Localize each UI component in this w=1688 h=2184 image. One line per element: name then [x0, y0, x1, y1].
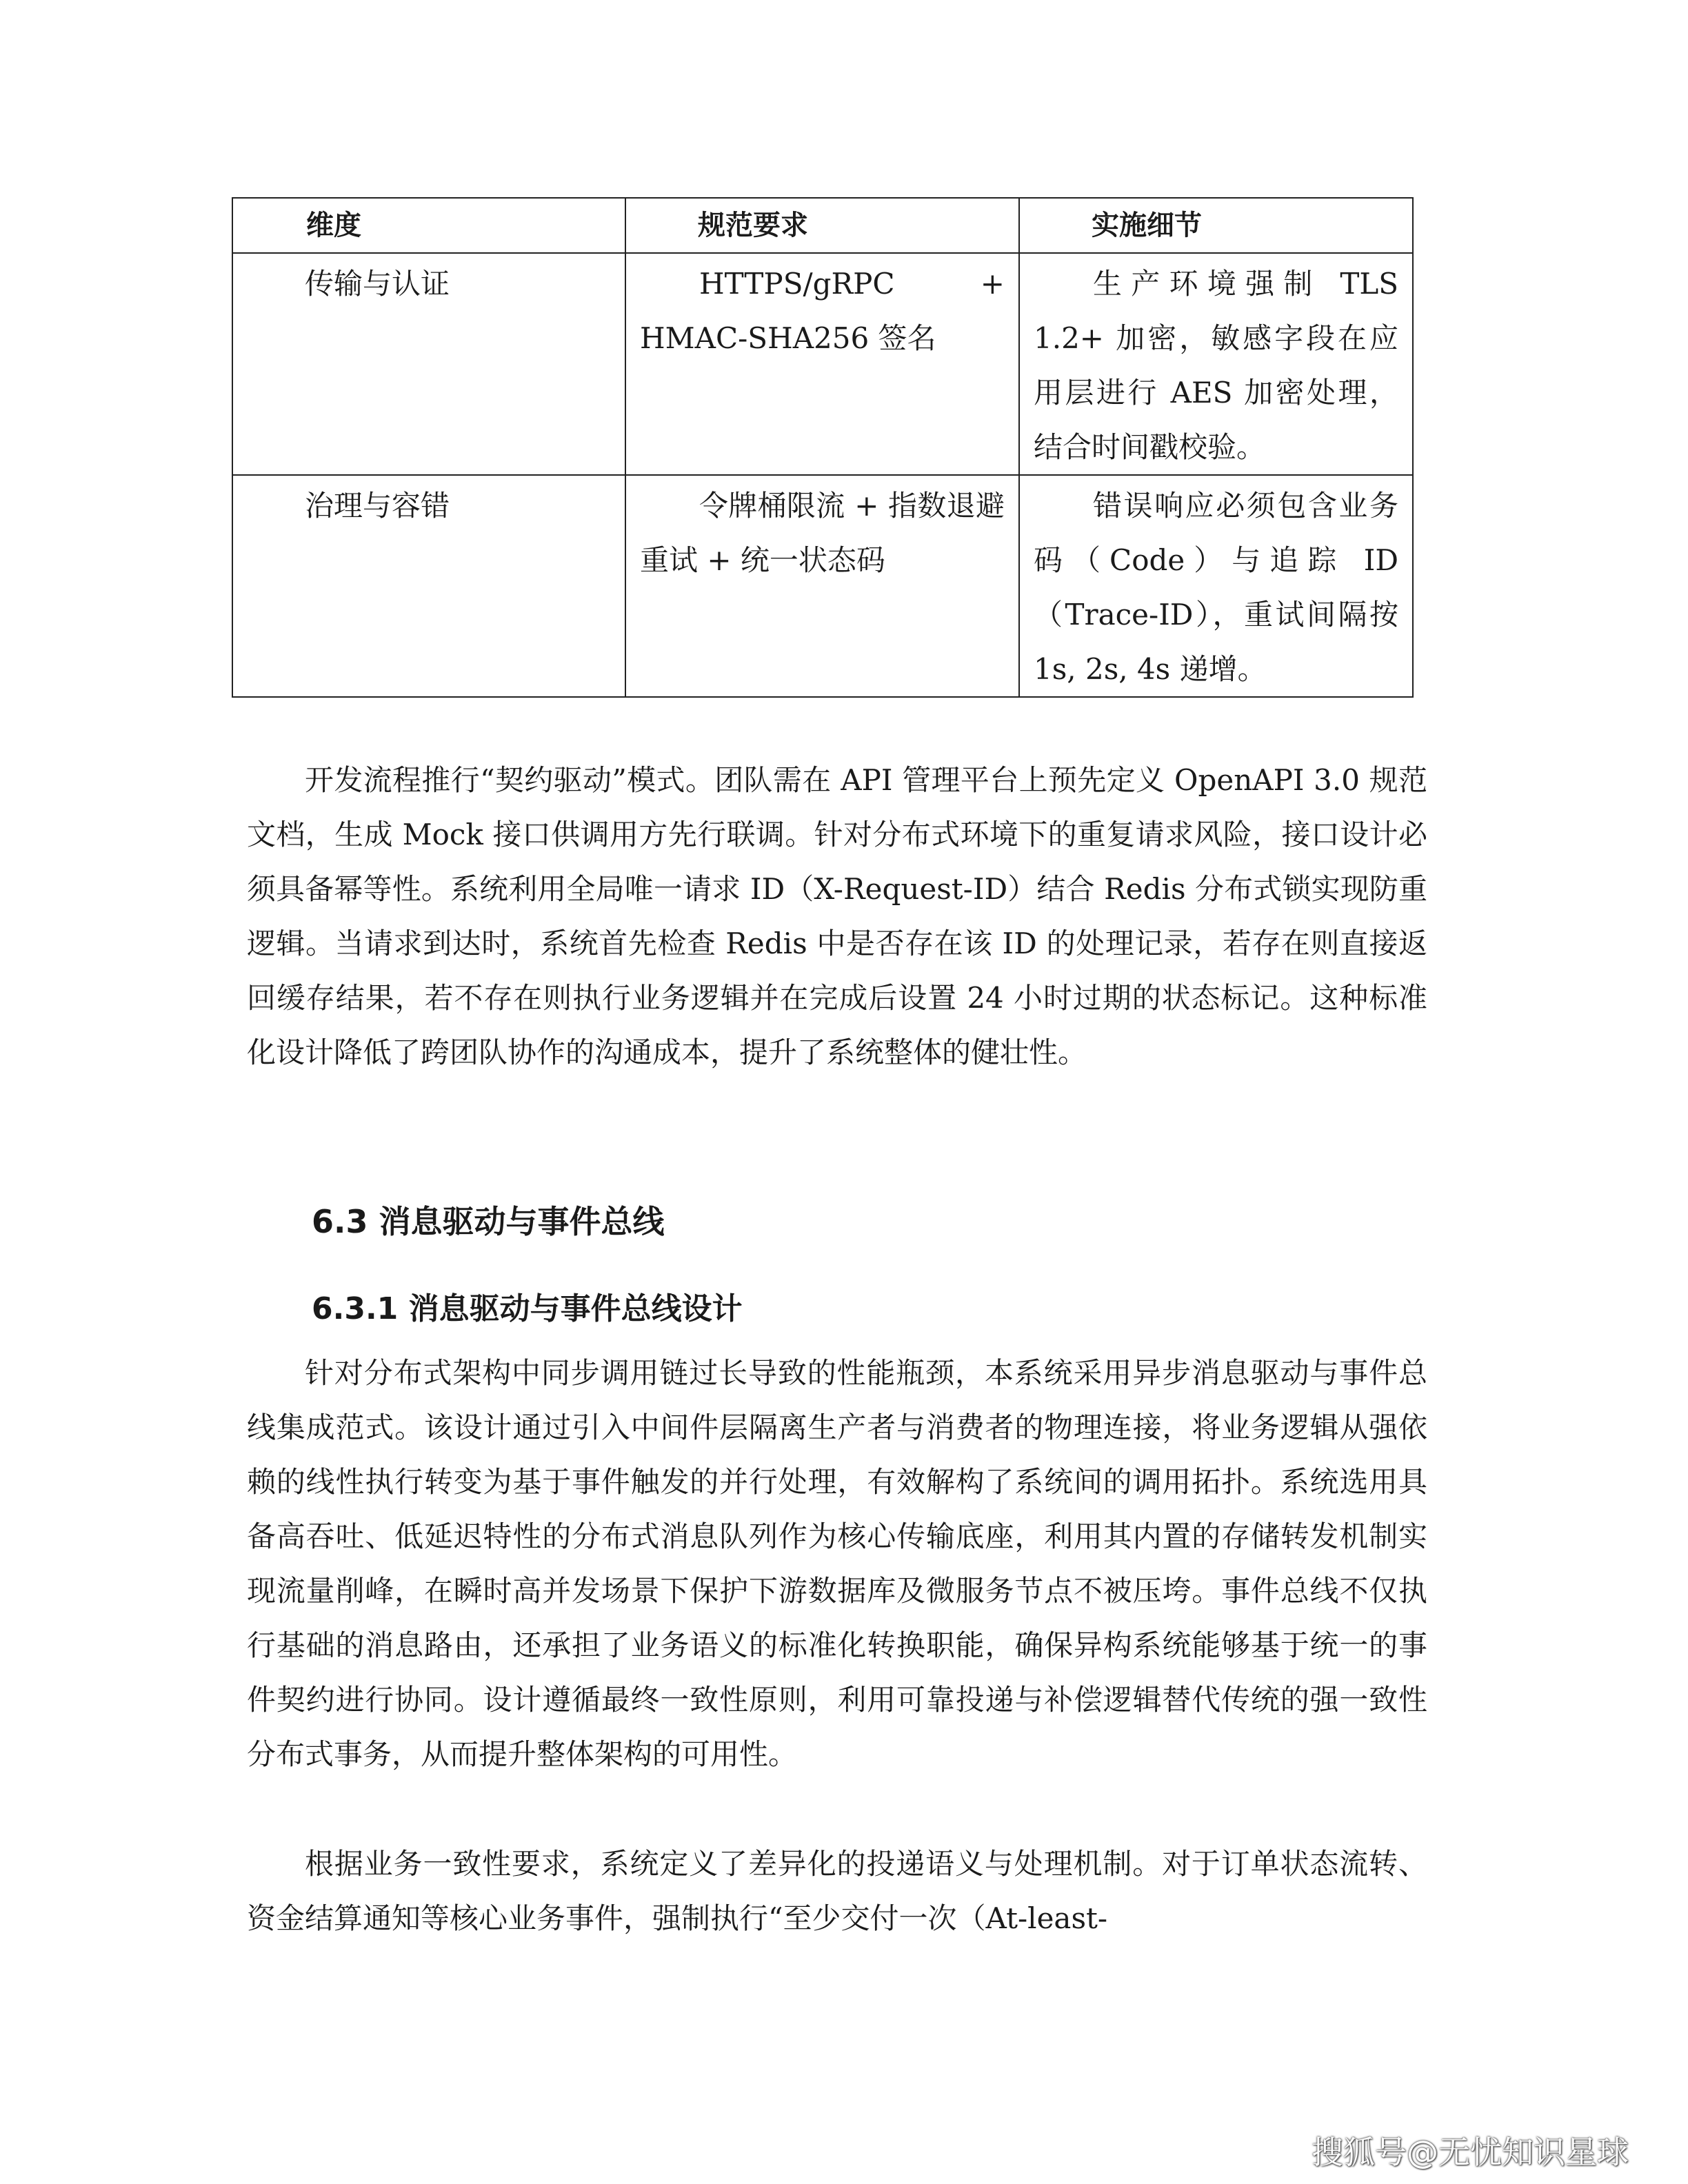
cell-requirement-text: HTTPS/gRPC + HMAC-SHA256 签名 [640, 267, 1005, 355]
header-requirement: 规范要求 [625, 198, 1019, 253]
cell-requirement [625, 253, 1019, 475]
cell-detail-text: 生产环境强制 TLS 1.2+ 加密，敏感字段在应用层进行 AES 加密处理，结合时间戳校验。 [1034, 267, 1398, 464]
table-header-row [232, 198, 1413, 253]
cell-dimension: 传输与认证 [232, 253, 625, 475]
paragraph-event-bus: 针对分布式架构中同步调用链过长导致的性能瓶颈，本系统采用异步消息驱动与事件总线集成范式。该设计通过引入中间件层隔离生产者与消费者的物理连接，将业务逻辑从强依赖的线性执行转变为基于事件触发的并行处理，有效解构了系统间的调用拓扑。系统选用具备高吞吐、低延迟特性的分布式消息队列作为核心传输底座，利用其内置的存储转发机制实现流量削峰，在瞬时高并发场景下保护下游数据库及微服务节点不被压垮。事件总线不仅执行基础的消息路由，还承担了业务语义的标准化转换职能，确保异构系统能够基于统一的事件契约进行协同。设计遵循最终一致性原则，利用可靠投递与补偿逻辑替代传统的强一致性分布式事务，从而提升整体架构的可用性。 [247, 1356, 1427, 1771]
section-heading: 6.3 消息驱动与事件总线 [312, 1203, 665, 1240]
table-row [232, 475, 1413, 697]
cell-detail [1019, 475, 1413, 697]
paragraph-contract-driven: 开发流程推行“契约驱动”模式。团队需在 API 管理平台上预先定义 OpenAPI 3.0 规范文档，生成 Mock 接口供调用方先行联调。针对分布式环境下的重复请求风险，接口设计必须具备幂等性。系统利用全局唯一请求 ID（X-Request-ID）结合 Redis 分布式锁实现防重逻辑。当请求到达时，系统首先检查 Redis 中是否存在该 ID 的处理记录，若存在则直接返回缓存结果，若不存在则执行业务逻辑并在完成后设置 24 小时过期的状态标记。这种标准化设计降低了跨团队协作的沟通成本，提升了系统整体的健壮性。 [247, 763, 1427, 1069]
cell-dimension: 治理与容错 [232, 475, 625, 697]
cell-detail-text: 错误响应必须包含业务码（Code）与追踪 ID（Trace-ID），重试间隔按 1s, 2s, 4s 递增。 [1034, 489, 1398, 686]
cell-requirement [625, 475, 1019, 697]
subsection-heading: 6.3.1 消息驱动与事件总线设计 [312, 1291, 743, 1326]
paragraph-delivery-semantics: 根据业务一致性要求，系统定义了差异化的投递语义与处理机制。对于订单状态流转、资金结算通知等核心业务事件，强制执行“至少交付一次（At-least- [247, 1847, 1427, 1935]
cell-requirement-text: 令牌桶限流 + 指数退避重试 + 统一状态码 [640, 489, 1005, 577]
header-dimension: 维度 [232, 198, 625, 253]
table-row [232, 253, 1413, 475]
cell-detail [1019, 253, 1413, 475]
header-detail: 实施细节 [1019, 198, 1413, 253]
watermark: 搜狐号@无忧知识星球 [1312, 2134, 1629, 2171]
spec-table [232, 197, 1414, 698]
